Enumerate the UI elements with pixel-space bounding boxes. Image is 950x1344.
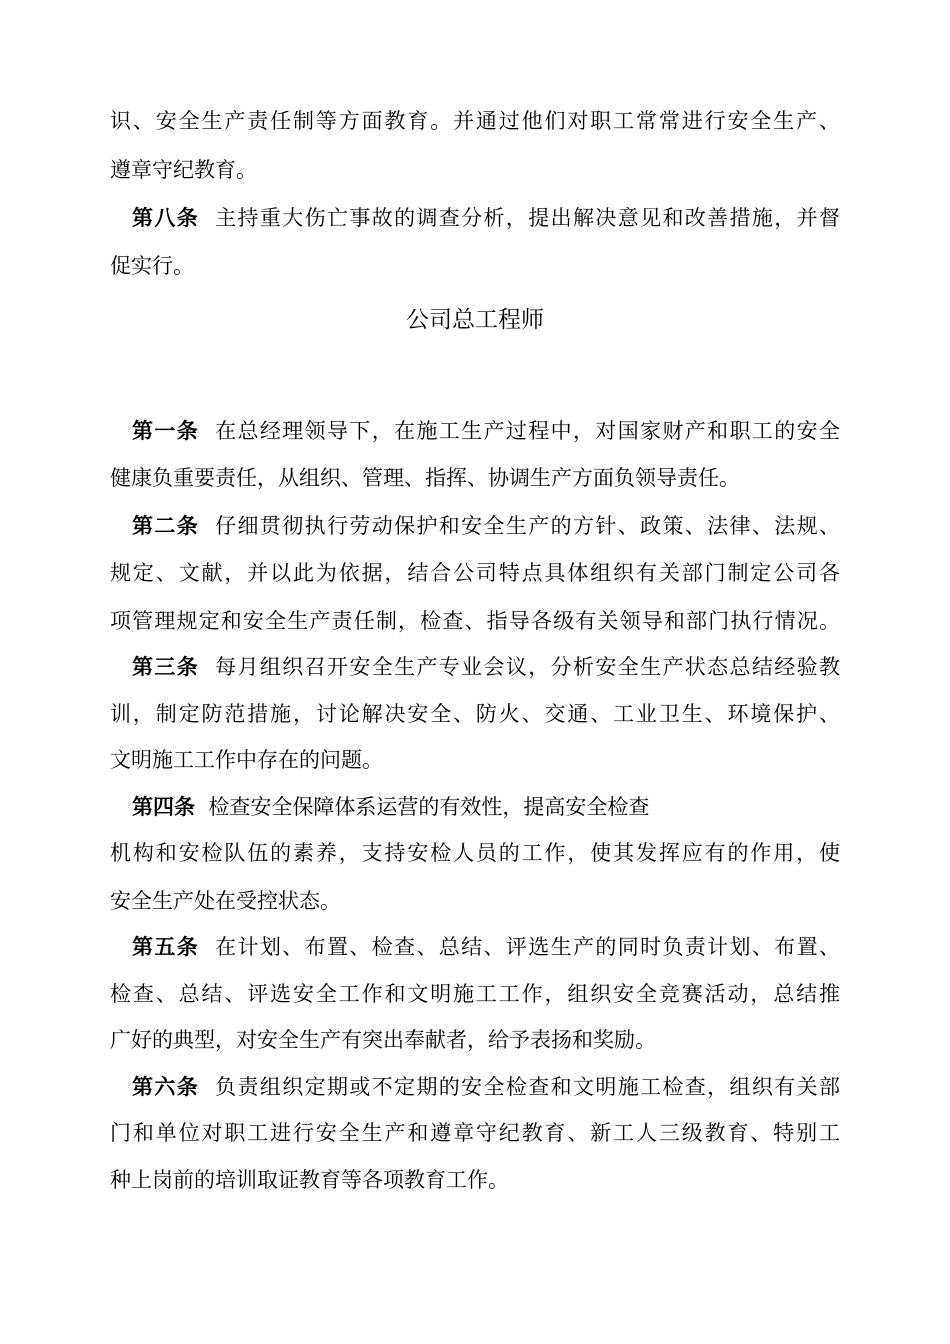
article-2-label: 第二条 [132,514,200,538]
article-1-label: 第一条 [132,419,200,443]
article-5-text: 在计划、布置、检查、总结、评选生产的同时负责计划、布置、 [215,935,840,959]
article-4-label: 第四条 [132,795,195,819]
article-8-label: 第八条 [132,206,200,230]
intro-line-2: 遵章守纪教育。 [110,158,257,182]
article-4-line-3: 安全生产处在受控状态。 [110,889,341,913]
article-5-line-1 [132,932,840,962]
article-8-line-2: 促实行。 [110,254,194,278]
article-3-line-2: 训，制定防范措施，讨论解决安全、防火、交通、工业卫生、环境保护、 [110,702,840,726]
article-6-label: 第六条 [132,1075,200,1099]
article-3-label: 第三条 [132,655,200,679]
article-8-line-1 [132,203,840,233]
article-8-text: 主持重大伤亡事故的调查分析，提出解决意见和改善措施，并督 [215,206,840,230]
article-1-line-1 [132,416,840,446]
article-6-text: 负责组织定期或不定期的安全检查和文明施工检查，组织有关部 [215,1075,840,1099]
article-2-line-3: 项管理规定和安全生产责任制，检查、指导各级有关领导和部门执行情况。 [110,609,840,633]
article-1-text: 在总经理领导下，在施工生产过程中，对国家财产和职工的安全 [215,419,840,443]
article-3-text: 每月组织召开安全生产专业会议，分析安全生产状态总结经验教 [215,655,840,679]
intro-line-1: 识、安全生产责任制等方面教育。并通过他们对职工常常进行安全生产、 [110,109,840,133]
article-3-line-1 [132,652,840,682]
article-4-line-2: 机构和安检队伍的素养，支持安检人员的工作，使其发挥应有的作用，使 [110,841,840,865]
article-2-line-2: 规定、文献，并以此为依据，结合公司特点具体组织有关部门制定公司各 [110,561,840,585]
article-6-line-1 [132,1072,840,1102]
article-2-text: 仔细贯彻执行劳动保护和安全生产的方针、政策、法律、法规、 [215,514,840,538]
article-6-line-2: 门和单位对职工进行安全生产和遵章守纪教育、新工人三级教育、特别工 [110,1121,840,1145]
section-title: 公司总工程师 [406,307,544,333]
article-4-line-1 [132,792,840,822]
article-6-line-3: 种上岗前的培训取证教育等各项教育工作。 [110,1168,509,1192]
article-5-line-3: 广好的典型，对安全生产有突出奉献者，给予表扬和奖励。 [110,1028,656,1052]
article-5-label: 第五条 [132,935,200,959]
article-1-line-2: 健康负重要责任，从组织、管理、指挥、协调生产方面负领导责任。 [110,466,740,490]
article-5-line-2: 检查、总结、评选安全工作和文明施工工作，组织安全竞赛活动，总结推 [110,982,840,1006]
article-4-text: 检查安全保障体系运营的有效性，提高安全检查 [208,795,650,819]
article-3-line-3: 文明施工工作中存在的问题。 [110,748,383,772]
article-2-line-1 [132,511,840,541]
